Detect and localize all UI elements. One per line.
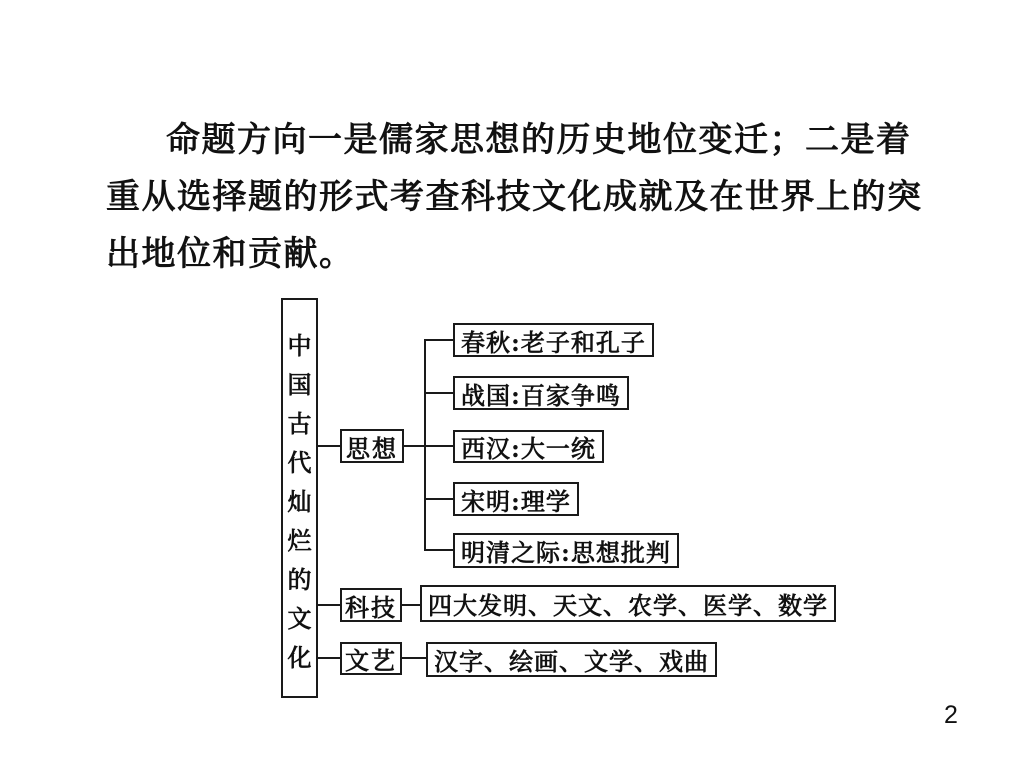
leaf-box-science-items: 四大发明、天文、农学、医学、数学 — [420, 585, 836, 622]
paragraph-line-3: 出地位和贡献。 — [106, 234, 355, 274]
page-number: 2 — [944, 701, 958, 729]
stub-chunqiu — [426, 339, 453, 341]
leaf-box-zhanguo: 战国:百家争鸣 — [453, 376, 629, 410]
leaf-box-arts-items: 汉字、绘画、文学、戏曲 — [426, 642, 717, 677]
connector-root-thought — [318, 445, 340, 447]
stub-xihan — [426, 445, 453, 447]
connector-arts-leaf — [402, 657, 426, 659]
branch-box-science: 科技 — [340, 588, 402, 622]
root-box-culture: 中国古代灿烂的文化 — [281, 298, 318, 698]
stub-zhanguo — [426, 392, 453, 394]
branch-box-arts: 文艺 — [340, 642, 402, 675]
leaf-box-songming: 宋明:理学 — [453, 482, 579, 516]
stub-songming — [426, 498, 453, 500]
stub-mingqing — [426, 549, 453, 551]
paragraph-line-2: 重从选择题的形式考查科技文化成就及在世界上的突 — [106, 177, 923, 217]
leaf-box-chunqiu: 春秋:老子和孔子 — [453, 323, 654, 357]
connector-thought-spine — [404, 445, 424, 447]
leaf-box-mingqing: 明清之际:思想批判 — [453, 533, 679, 568]
paragraph-line-1: 命题方向一是儒家思想的历史地位变迁；二是着 — [166, 120, 912, 160]
connector-science-leaf — [402, 604, 420, 606]
intro-paragraph — [106, 112, 936, 283]
connector-root-science — [318, 604, 340, 606]
leaf-box-xihan: 西汉:大一统 — [453, 430, 604, 463]
connector-root-arts — [318, 657, 340, 659]
branch-box-thought: 思想 — [340, 429, 404, 463]
